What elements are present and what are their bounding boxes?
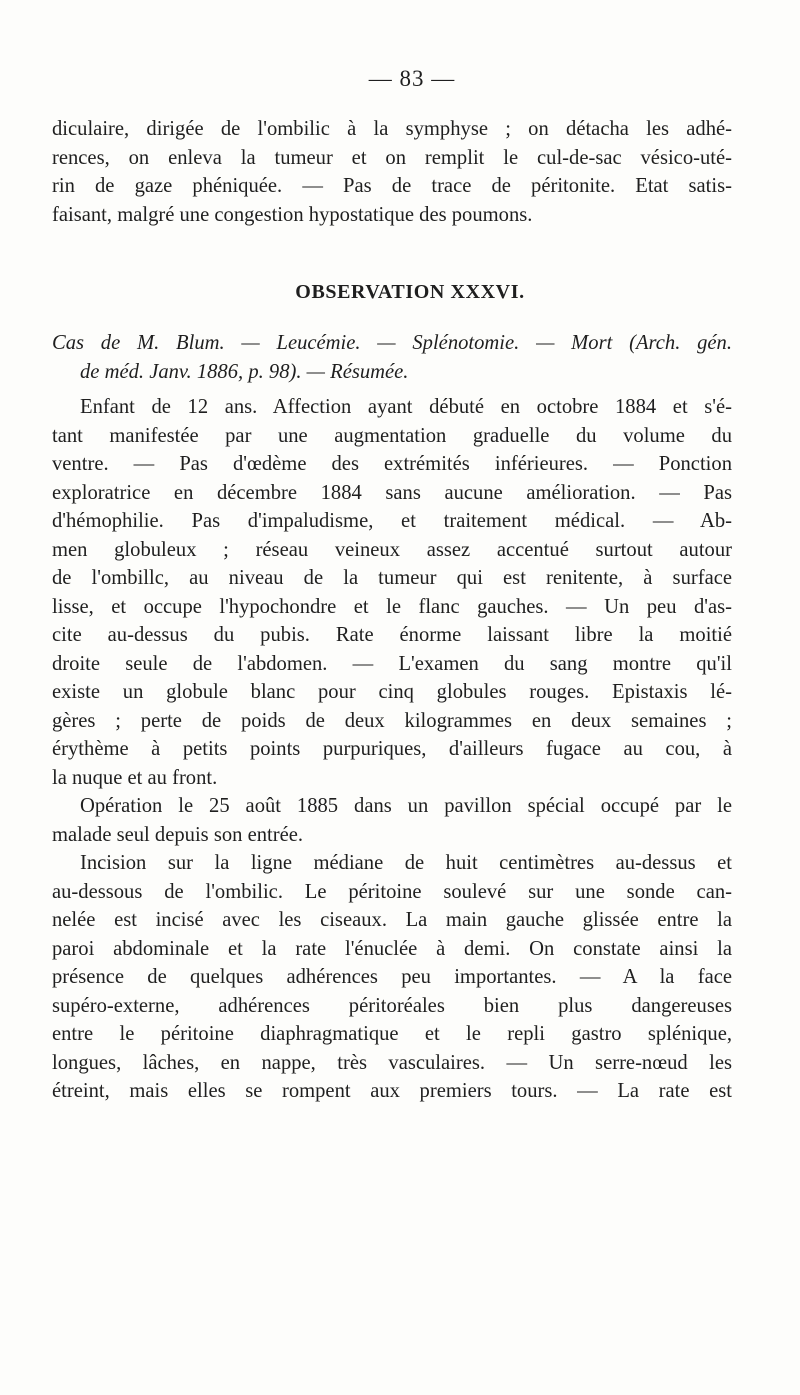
text-line: faisant, malgré une congestion hypostatique des poumons. [52,203,533,226]
text-line: la nuque et au front. [52,766,218,789]
text-line: au-dessous de l'ombilic. Le péritoine soulevé sur une sonde can- [52,880,732,903]
observation-heading: OBSERVATION XXXVI. [295,281,525,303]
text-line: Incision sur la ligne médiane de huit centimètres au-dessus et [80,852,732,874]
text-line: droite seule de l'abdomen. — L'examen du sang montre qu'il [52,652,732,675]
case-title [52,329,732,386]
text-line: cite au-dessus du pubis. Rate énorme laissant libre la moitié [52,624,732,646]
text-line: paroi abdominale et la rate l'énuclée à demi. On constate ainsi la [52,937,732,960]
text-line: exploratrice en décembre 1884 sans aucune amélioration. — Pas [52,481,732,504]
text-line: Opération le 25 août 1885 dans un pavillon spécial occupé par le [80,795,732,817]
text-line: ventre. — Pas d'œdème des extrémités inférieures. — Ponction [52,453,732,475]
text-line: tant manifestée par une augmentation graduelle du volume du [52,424,732,447]
text-line: Enfant de 12 ans. Affection ayant débuté en octobre 1884 et s'é- [80,396,732,418]
text-line: de l'ombillc, au niveau de la tumeur qui est renitente, à surface [52,567,732,589]
case-title-line: de méd. Janv. 1886, p. 98). — Résumée. [80,360,409,383]
text-line: lisse, et occupe l'hypochondre et le flanc gauches. — Un peu d'as- [52,595,732,618]
text-line: nelée est incisé avec les ciseaux. La main gauche glissée entre la [52,909,732,931]
text-line: entre le péritoine diaphragmatique et le repli gastro splénique, [52,1023,732,1045]
text-line: rin de gaze phéniquée. — Pas de trace de péritonite. Etat satis- [52,175,732,197]
text-line: longues, lâches, en nappe, très vasculaires. — Un serre-nœud les [52,1051,732,1074]
text-line: présence de quelques adhérences peu importantes. — A la face [52,966,732,988]
text-line: étreint, mais elles se rompent aux premiers tours. — La rate est [52,1080,732,1102]
text-line: gères ; perte de poids de deux kilogrammes en deux semaines ; [52,709,732,732]
text-line: supéro-externe, adhérences péritoréales bien plus dangereuses [52,994,732,1017]
text-line: men globuleux ; réseau veineux assez accentué surtout autour [52,538,732,561]
text-line: diculaire, dirigée de l'ombilic à la symphyse ; on détacha les adhé- [52,118,732,140]
text-line: d'hémophilie. Pas d'impaludisme, et traitement médical. — Ab- [52,510,732,532]
text-line: érythème à petits points purpuriques, d'ailleurs fugace au cou, à [52,738,732,760]
text-line: existe un globule blanc pour cinq globules rouges. Epistaxis lé- [52,681,732,703]
observation-body [52,393,732,1106]
text-line: malade seul depuis son entrée. [52,823,304,846]
text-line: rences, on enleva la tumeur et on remplit le cul-de-sac vésico-uté- [52,146,732,169]
page-number: — 83 — [368,66,456,91]
intro-paragraph [52,115,732,229]
case-title-line: Cas de M. Blum. — Leucémie. — Splénotomie. — Mort (Arch. gén. [52,332,732,354]
